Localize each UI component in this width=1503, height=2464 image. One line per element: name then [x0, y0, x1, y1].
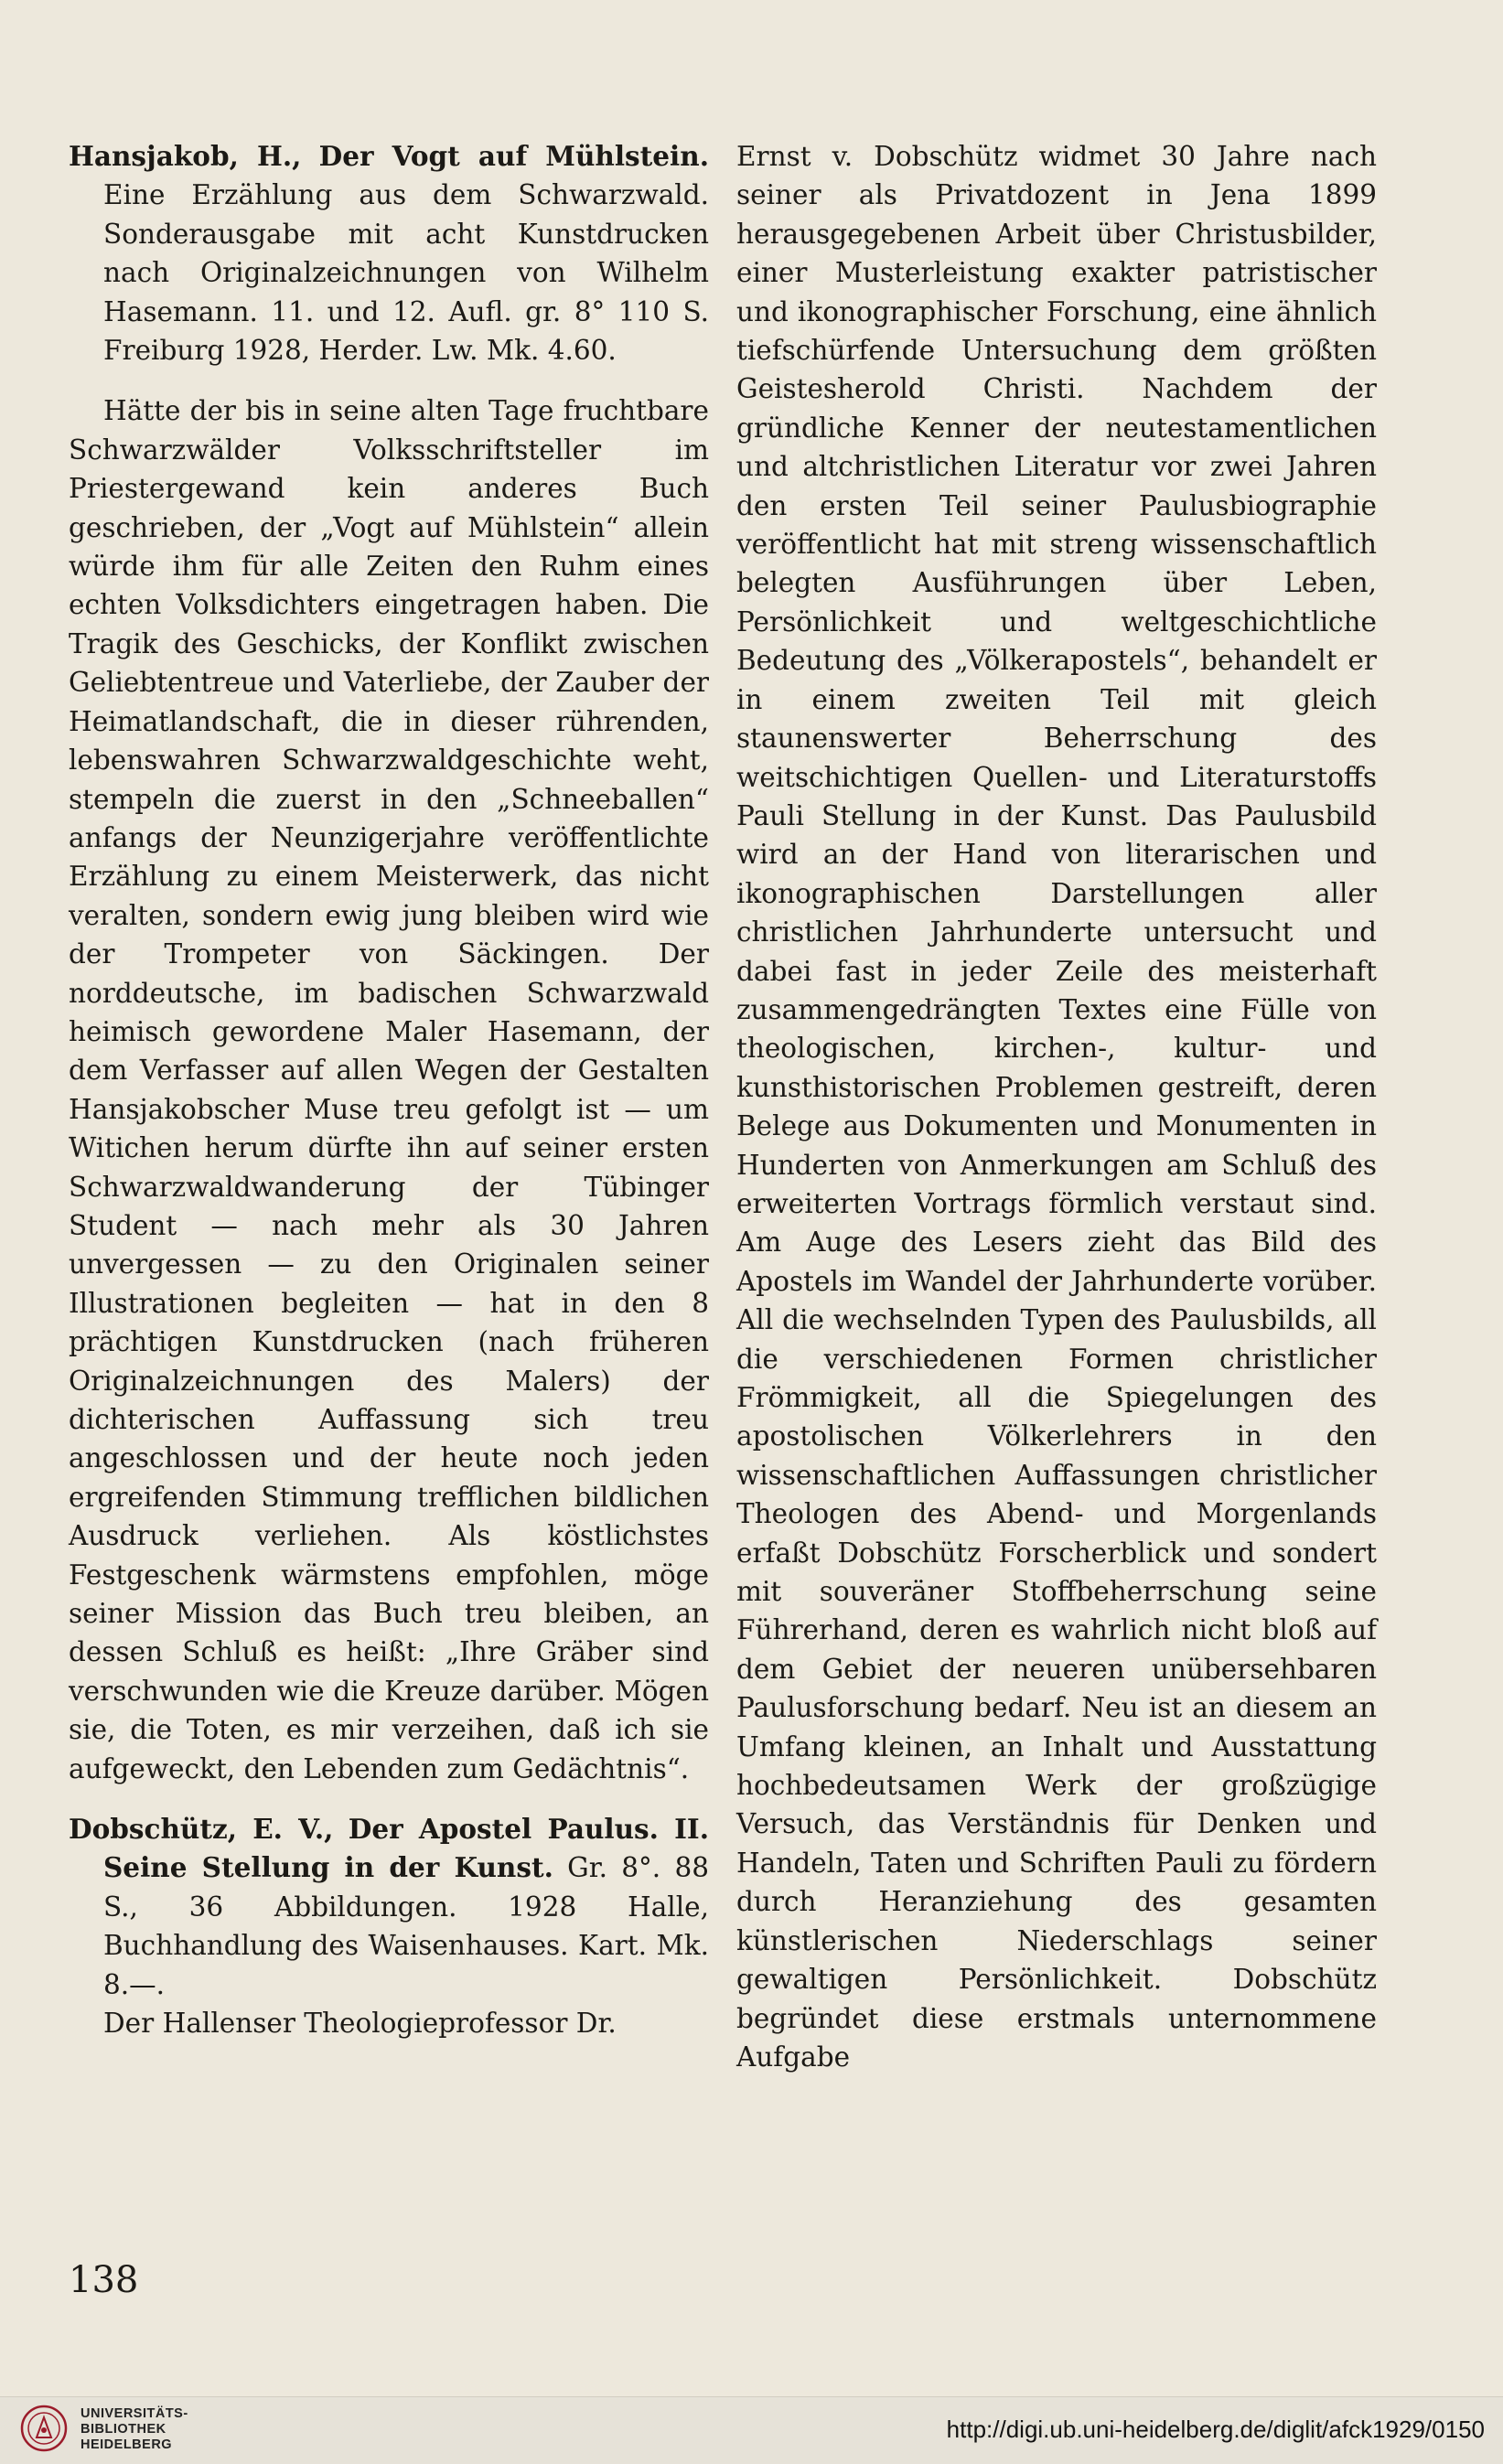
page-number: 138 — [69, 2259, 139, 2301]
book-entry-dobschuetz — [69, 1810, 709, 2004]
right-column — [736, 137, 1377, 2076]
entry-details: Eine Erzählung aus dem Schwarzwald. Sonderausgabe mit acht Kunstdrucken nach Originalzeichnungen von Wilhelm Hasemann. 11. und 12. Aufl. gr. 8° 110 S. Freiburg 1928, Herder. Lw. Mk. 4.60. — [103, 179, 709, 367]
entry-author: Dobschütz, E. V., — [69, 1813, 334, 1846]
entry-title: Der Apostel Paulus. II. Seine Stellung in der Kunst. — [103, 1813, 709, 1884]
source-url-link[interactable]: http://digi.ub.uni-heidelberg.de/diglit/afck1929/0150 — [946, 2416, 1485, 2443]
book-entry-hansjakob — [69, 137, 709, 370]
left-column — [69, 137, 709, 2043]
institution-line: UNIVERSITÄTS- — [81, 2406, 188, 2421]
institution-name — [81, 2406, 188, 2453]
institution-line: HEIDELBERG — [81, 2437, 173, 2452]
entry-details: Gr. 8°. 88 S., 36 Abbildungen. 1928 Halle, Buchhandlung des Waisenhauses. Kart. Mk. 8.—. — [103, 1852, 709, 2000]
footer-bar — [0, 2396, 1503, 2464]
institution-line: BIBLIOTHEK — [81, 2422, 166, 2437]
entry-author: Hansjakob, H., — [69, 140, 302, 172]
review-paragraph: Hätte der bis in seine alten Tage fruchtbare Schwarzwälder Volksschriftsteller im Priestergewand kein anderes Buch geschrieben, der „Vogt auf Mühlstein“ allein würde ihm für alle Zeiten den Ruhm eines echten Volksdichters eingetragen haben. Die Tragik des Geschicks, der Konflikt zwischen Geliebtentreue und Vaterliebe, der Zauber der Heimatlandschaft, die in dieser rührenden, lebenswahren Schwarzwaldgeschichte weht, stempeln die zuerst in den „Schneeballen“ anfangs der Neunzigerjahre veröffentlichte Erzählung zu einem Meisterwerk, das nicht veralten, sondern ewig jung bleiben wird wie der Trompeter von Säckingen. Der norddeutsche, im badischen Schwarzwald heimisch gewordene Maler Hasemann, der dem Verfasser auf allen Wegen der Gestalten Hansjakobscher Muse treu gefolgt ist — um Witichen herum dürfte ihn auf seiner ersten Schwarzwaldwanderung der Tübinger Student — nach mehr als 30 Jahren unvergessen — zu den Originalen seiner Illustrationen begleiten — hat in den 8 prächtigen Kunstdrucken (nach früheren Originalzeichnungen des Malers) der dichterischen Auffassung sich treu angeschlossen und der heute noch jeden ergreifenden Stimmung trefflichen bildlichen Ausdruck verliehen. Als köstlichstes Festgeschenk wärmstens empfohlen, möge seiner Mission das Buch treu bleiben, an dessen Schluß es heißt: „Ihre Gräber sind verschwunden wie die Kreuze darüber. Mögen sie, die Toten, es mir verzeihen, daß ich sie aufgeweckt, den Lebenden zum Gedächtnis“. — [69, 395, 709, 1784]
entry-title: Der Vogt auf Mühlstein. — [318, 140, 709, 172]
university-seal-icon — [20, 2405, 68, 2452]
review-paragraph-continued: Ernst v. Dobschütz widmet 30 Jahre nach seiner als Privatdozent in Jena 1899 herausgegebenen Arbeit über Christusbilder, einer Musterleistung exakter patristischer und ikonographischer Forschung, eine ähnlich tiefschürfende Untersuchung dem größten Geistesherold Christi. Nachdem der gründliche Kenner der neutestamentlichen und altchristlichen Literatur vor zwei Jahren den ersten Teil seiner Paulusbiographie veröffentlicht hat mit streng wissenschaftlich belegten Ausführungen über Leben, Persönlichkeit und weltgeschichtliche Bedeutung des „Völkerapostels“, behandelt er in einem zweiten Teil mit gleich staunenswerter Beherrschung des weitschichtigen Quellen- und Literaturstoffs Pauli Stellung in der Kunst. Das Paulusbild wird an der Hand von literarischen und ikonographischen Darstellungen aller christlichen Jahrhunderte untersucht und dabei fast in jeder Zeile des meisterhaft zusammengedrängten Textes eine Fülle von theologischen, kirchen-, kultur- und kunsthistorischen Problemen gestreift, deren Belege aus Dokumenten und Monumenten in Hunderten von Anmerkungen am Schluß des erweiterten Vortrags förmlich verstaut sind. Am Auge des Lesers zieht das Bild des Apostels im Wandel der Jahrhunderte vorüber. All die wechselnden Typen des Paulusbilds, all die verschiedenen Formen christlicher Frömmigkeit, all die Spiegelungen des apostolischen Völkerlehrers in den wissenschaftlichen Auffassungen christlicher Theologen des Abend- und Morgenlands erfaßt Dobschütz Forscherblick und sondert mit souveräner Stoffbeherrschung seine Führerhand, deren es wahrlich nicht bloß auf dem Gebiet der neueren unübersehbaren Paulusforschung bedarf. Neu ist an diesem an Umfang kleinen, an Inhalt und Ausstattung hochbedeutsamen Werk der großzügige Versuch, das Verständnis für Denken und Handeln, Taten und Schriften Pauli zu fördern durch Heranziehung des gesamten künstlerischen Niederschlags seiner gewaltigen Persönlichkeit. Dobschütz begründet diese erstmals unternommene Aufgabe — [736, 141, 1377, 2073]
review-paragraph-start: Der Hallenser Theologieprofessor Dr. — [103, 2008, 617, 2040]
